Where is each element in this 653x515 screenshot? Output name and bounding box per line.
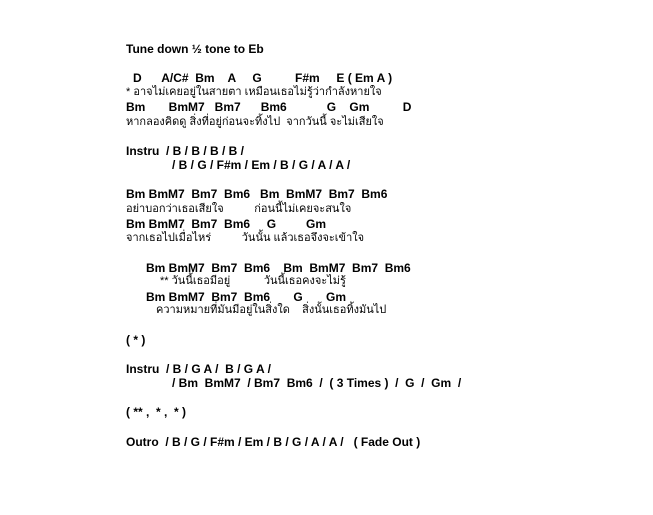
tuning-note: Tune down ½ tone to Eb [126,42,264,56]
chorus-chords-2: Bm BmM7 Bm7 Bm6 G Gm [146,290,347,304]
instru1-line-1: Instru / B / B / B / B / [126,144,245,158]
verse1-chords-2: Bm BmM7 Bm7 Bm6 G Gm D [126,100,412,114]
repeat-marker-1: ( * ) [126,333,146,347]
instru2-line-2: / Bm BmM7 / Bm7 Bm6 / ( 3 Times ) / G / Gm / [172,376,462,390]
chorus-chords-1: Bm BmM7 Bm7 Bm6 Bm BmM7 Bm7 Bm6 [146,261,411,275]
repeat-marker-2: ( ** , * , * ) [126,405,187,419]
instru1-line-2: / B / G / F#m / Em / B / G / A / A / [172,158,351,172]
verse1-lyric-2: หากลองคิดดู สิ่งที่อยู่ก่อนจะทิ้งไป จากวันนี้ จะไม่เสียใจ [126,116,384,128]
instru2-line-1: Instru / B / G A / B / G A / [126,362,271,376]
verse2-lyric-2: จากเธอไปเมื่อไหร่ วันนั้น แล้วเธอจึงจะเข้าใจ [126,232,365,244]
verse2-lyric-1: อย่าบอกว่าเธอเสียใจ ก่อนนี้ไม่เคยจะสนใจ [126,203,352,215]
verse1-lyric-1: * อาจไม่เคยอยู่ในสายตา เหมือนเธอไม่รู้ว่ากำลังหายใจ [126,86,382,98]
chorus-lyric-1: ** วันนี้เธอมีอยู่ วันนี้เธอคงจะไม่รู้ [160,275,346,287]
verse2-chords-1: Bm BmM7 Bm7 Bm6 Bm BmM7 Bm7 Bm6 [126,187,388,201]
intro-chords: D A/C# Bm A G F#m E ( Em A ) [133,71,393,85]
outro-line: Outro / B / G / F#m / Em / B / G / A / A / ( Fade Out ) [126,435,421,449]
verse2-chords-2: Bm BmM7 Bm7 Bm6 G Gm [126,217,327,231]
chorus-lyric-2: ความหมายที่มันมีอยู่ในสิ่งใด สิ่งนั้นเธอทิ้งมันไป [156,304,387,316]
